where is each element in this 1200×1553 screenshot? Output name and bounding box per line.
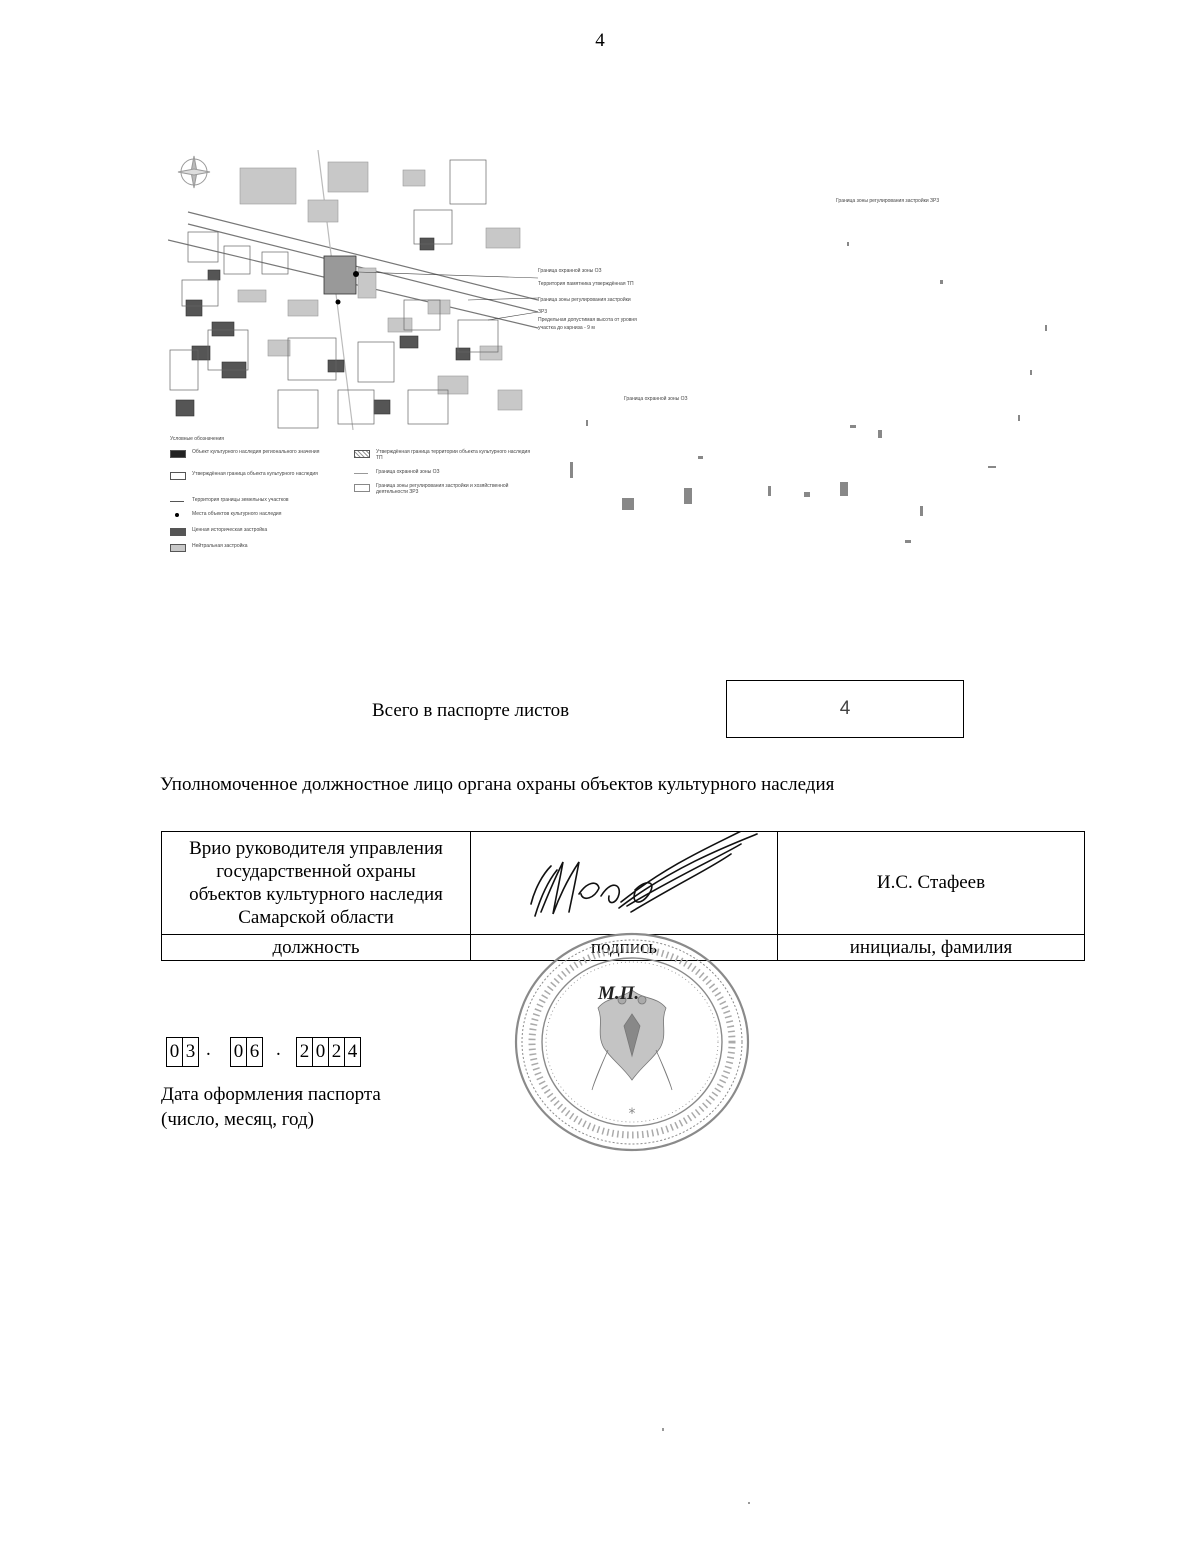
- seal-star: *: [628, 1106, 636, 1122]
- legend-swatch: [354, 473, 368, 474]
- date-caption-line: Дата оформления паспорта: [161, 1084, 381, 1105]
- name-cell: [777, 831, 1085, 935]
- map-label: Предельная допустимая высота от уровня: [538, 317, 637, 323]
- map-label: Граница зоны регулирования застройки: [538, 297, 631, 303]
- date-month-digit: 0: [230, 1037, 247, 1067]
- sheets-count-label: Всего в паспорте листов: [372, 700, 570, 721]
- sheets-count-value: 4: [839, 698, 851, 719]
- scan-speck: [662, 1428, 664, 1431]
- date-year-digit: 2: [328, 1037, 345, 1067]
- map-label: Территория памятника утверждённая ТП: [538, 281, 634, 287]
- date-separator: .: [276, 1039, 281, 1060]
- date-day-digit: 0: [166, 1037, 183, 1067]
- legend-swatch: [170, 450, 186, 458]
- date-separator: .: [206, 1039, 211, 1060]
- position-line: государственной охраны: [216, 861, 416, 882]
- map-label: Граница зоны регулирования застройки ЗР3: [836, 198, 940, 204]
- position-cell: [161, 831, 471, 935]
- caption-signature: подпись: [470, 934, 778, 961]
- legend-swatch: [170, 472, 186, 480]
- map-label: участка до карниза - 9 м: [538, 325, 595, 331]
- map-legend: Условные обозначения Объект культурного наследия регионального значения Утверждённая граница объекта культурного наследия Территория границы земельных участков Места объектов культурного наследия Ценная историческая застройка Нейтральная застройка Утверждённая граница территории объекта культурного наследия ТП Граница охранной зоны ОЗ Граница зоны регулирования застройки и хозяйственной деятельности ЗР3: [168, 432, 538, 557]
- caption-name: инициалы, фамилия: [777, 934, 1085, 961]
- position-line: объектов культурного наследия: [189, 884, 443, 905]
- date-month-digit: 6: [246, 1037, 263, 1067]
- page-number: 4: [595, 30, 605, 51]
- map-label: Граница охранной зоны ОЗ: [538, 268, 602, 274]
- scan-noise: [560, 230, 1080, 560]
- position-line: Самарской области: [238, 907, 394, 928]
- signature-cell: [470, 831, 778, 935]
- caption-position: должность: [161, 934, 471, 961]
- official-seal-icon: [512, 930, 752, 1154]
- scan-speck: [748, 1502, 750, 1504]
- legend-swatch: [175, 513, 179, 517]
- date-year-digit: 2: [296, 1037, 313, 1067]
- compass-rose-icon: [178, 156, 210, 188]
- date-caption: [161, 1082, 381, 1132]
- legend-swatch: [354, 450, 370, 458]
- legend-swatch: [170, 544, 186, 552]
- legend-title: Условные обозначения: [170, 436, 225, 442]
- date-caption-line: (число, месяц, год): [161, 1109, 315, 1130]
- official-name: И.С. Стафеев: [876, 872, 986, 893]
- map-label: ЗР3: [538, 309, 548, 315]
- date-day-digit: 3: [182, 1037, 199, 1067]
- date-year-digit: 0: [312, 1037, 329, 1067]
- date-year-digit: 4: [344, 1037, 361, 1067]
- official-heading: Уполномоченное должностное лицо органа охраны объектов культурного наследия: [160, 774, 835, 795]
- map-label: Граница охранной зоны ОЗ: [624, 396, 688, 402]
- legend-swatch: [354, 484, 370, 492]
- legend-swatch: [170, 501, 184, 502]
- stamp-label: М.П.: [598, 983, 640, 1004]
- site-plan-map: [168, 150, 538, 430]
- handwritten-signature: [471, 832, 777, 934]
- position-line: Врио руководителя управления: [189, 838, 443, 859]
- legend-swatch: [170, 528, 186, 536]
- sheets-count-box: [726, 680, 964, 738]
